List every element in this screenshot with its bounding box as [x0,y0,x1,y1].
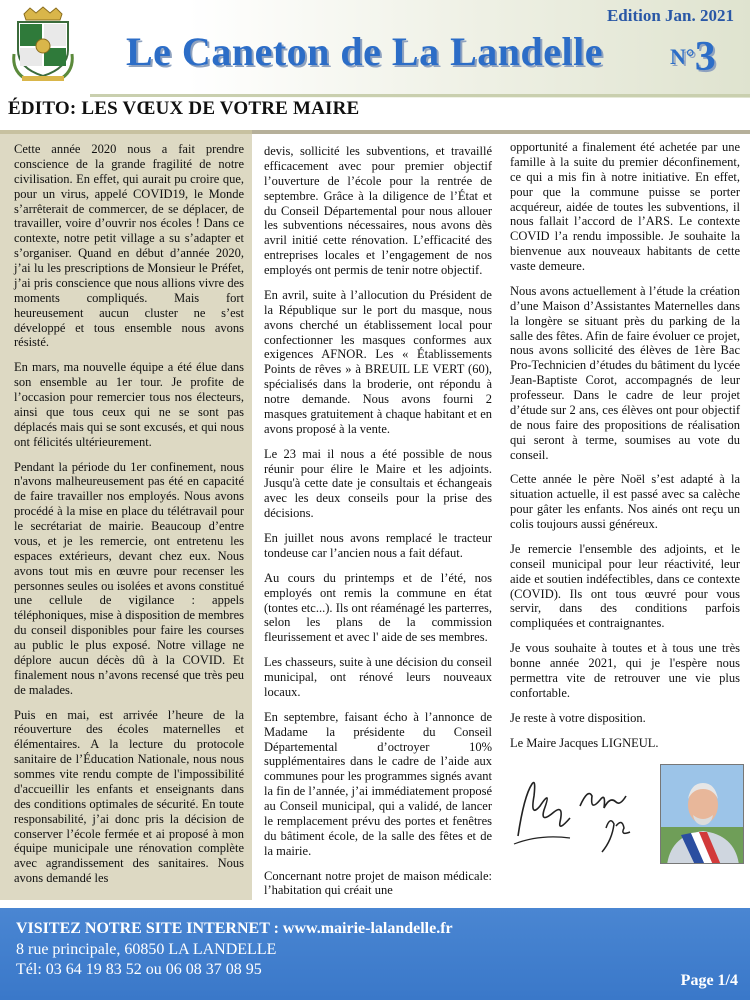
mayor-signature-line: Le Maire Jacques LIGNEUL. [510,735,659,750]
header-divider [90,94,750,97]
handwritten-signature-icon [510,766,646,862]
website-link[interactable]: VISITEZ NOTRE SITE INTERNET : www.mairie-lalandelle.fr [16,920,453,937]
paragraph: Cette année le père Noël s’est adapté à la situation actuelle, il est passé avec sa calèche pour gâter les enfants. Nos ainés ont reçu un colis toujours aussi généreux. [510,472,740,531]
paragraph: En mars, ma nouvelle équipe a été élue dans son ensemble au 1er tour. Je profite de l’occasion pour remercier tous nos électeurs, ainsi que tous ceux qui ne se sont pas déplacés mais qui se sont excusés, et qui nous ont félicités ultérieurement. [14,360,244,449]
paragraph: Cette année 2020 nous a fait prendre conscience de la grande fragilité de notre civilisation. En effet, qui aurait pu croire que, pour un virus, appelé COVID19, le Monde s’arrêterait de commercer, de se déplacer, de travailler, voire d’ouvrir nos écoles ! Dans ce contexte, notre petit village a su s’adapter et s’organiser. Quand en début d’année 2020, j’ai lu les prescriptions de Monsieur le Préfet, j’ai pris conscience que nous allions vivre des moments compliqués. Mais fort heureusement aucun cluster ne s’est développé et tous ensemble nous avons résisté. [14,142,244,350]
town-crest-icon [10,4,76,82]
paragraph: Pendant la période du 1er confinement, nous n'avons malheureusement pas été en capacité de faire travailler nos employés. Nous avons procédé à la mise en place du télétravail pour le secrétariat de mairie. Beaucoup d’entre vous, et je les remercie, ont entretenu les espaces extérieurs, devant chez eux. Nous avons tout mis en œuvre pour recenser les personnes seules ou isolées et avons constitué une cellule de vigilance : appels téléphoniques, mise à disposition de membres du conseil disponibles pour faire les courses au public le plus exposé. Notre village ne déplore aucun décès dû à la COVID. Et finalement nous n’avons recensé que très peu de malades. [14,459,244,697]
article-column-2 [252,130,500,900]
mayor-photo [660,764,744,864]
phone-numbers: Tél: 03 64 19 83 52 ou 06 08 37 08 95 [16,961,262,978]
issue-digit: 3 [694,34,716,80]
paragraph: devis, sollicité les subventions, et travaillé efficacement avec pour premier objectif l’ouverture de l’école pour la rentrée de septembre. Grâce à la diligence de l’État et du Conseil Départemental pour nous allouer les subventions nécessaires, nous avons dès avril initié cette rénovation. L’efficacité des entreprises locales et l’engagement de nos employés ont permis de tenir notre objectif. [264,144,492,277]
article-column-1 [0,130,252,900]
paragraph: Les chasseurs, suite à une décision du conseil municipal, ont rénové leurs nouveaux locaux. [264,655,492,699]
edition-label: Edition Jan. 2021 [606,6,734,25]
paragraph: Le 23 mai il nous a été possible de nous réunir pour élire le Maire et les adjoints. Jusqu'à cette date je consultais et échangeais avec les deux conseils pour la prise des décisions. [264,446,492,521]
paragraph: Nous avons actuellement à l’étude la création d’une Maison d’Assistantes Maternelles dans la longère se situant près du parking de la salle des fêtes. Afin de faire évoluer ce projet, nous avons sollicité des élèves de 1ère Bac Pro-Technicien d’études du bâtiment du lycée Jean-Baptiste Corot, accompagnés de leur professeur. Dans le cadre de leur projet d’étude sur 2 ans, ces élèves ont pour objectif de nous faire des propositions de réalisation qui seront à terme, soumises au vote du conseil. [510,283,740,462]
signature-block [510,764,740,864]
issue-number [670,33,716,81]
paragraph: Au cours du printemps et de l’été, nos employés ont remis la commune en état (tontes etc...). Ils ont réaménagé les parterres, selon les plans de la commission fleurissement et avec l' aide de ses membres. [264,570,492,645]
paragraph: Je remercie l'ensemble des adjoints, et le conseil municipal pour leur réactivité, leur aide et soutien indéfectibles, dans ce contexte (COVID). Ils ont tous œuvré pour vous servir, dans des conditions parfois compliquées et contraignantes. [510,541,740,631]
page-indicator: Page 1/4 [680,972,738,989]
paragraph: Je vous souhaite à toutes et à tous une très bonne année 2021, qui je l'espère nous permettra vite de retrouver une vie plus confortable. [510,641,740,700]
paragraph: En avril, suite à l’allocution du Président de la République sur le port du masque, nous avons cherché un établissement local pour confectionner les masques conformes aux exigences AFNOR. Les « Établissements Points de rêves » à BREUIL LE VERT (60), spécialisés dans la broderie, ont répondu à notre demande. Nous avons fourni 2 masques gratuitement à chaque habitant et en avons proposé à la vente. [264,287,492,436]
masthead-title: Le Caneton de La Landelle [126,29,603,74]
paragraph: Puis en mai, est arrivée l’heure de la réouverture des écoles maternelles et élémentaires. A la lecture du protocole sanitaire de l’Éducation Nationale, nous nous sommes vite rendu compte de l'impossibilité d'accueillir les enfants et enseignants dans des conditions optimales de sécurité. En toute responsabilité, j’ai donc pris la décision de conserver l’école fermée et ai proposé à mon équipe municipale une rénovation complète avec agrandissement des sanitaires. Nous avons demandé les [14,707,244,886]
mayor-portrait-icon [661,765,744,864]
issue-prefix: N° [670,44,695,69]
paragraph: Je reste à votre disposition. [510,710,646,725]
paragraph: Concernant notre projet de maison médicale: l’habitation qui créait une [264,868,492,898]
paragraph: En septembre, faisant écho à l’annonce de Madame la présidente du Conseil Départemental d’octroyer 10% supplémentaires dans le cadre de l’aide aux communes pour les programmes signés avant la fin de l’année, j’ai immédiatement proposé au Conseil municipal, qui a validé, de lancer le remplacement prévu des portes et fenêtres du bâtiment école, de la salle des fêtes et de la mairie. [264,709,492,858]
article-column-3 [500,130,750,900]
edito-title: ÉDITO: LES VŒUX DE VOTRE MAIRE [8,98,360,119]
paragraph: opportunité a finalement été achetée par une famille à la suite du premier déconfinement, ce qui a mis fin à notre initiative. En effet, pour que la commune puisse se porter acquéreur, aidée de toutes les subventions, il nous fallait l’accord de l’ARS. Le contexte COVID l’a rendu impossible. Je souhaite la bienvenue aux nouveaux habitants de cette vaste demeure. [510,140,740,273]
header [0,0,750,98]
address: 8 rue principale, 60850 LA LANDELLE [16,941,277,958]
paragraph: En juillet nous avons remplacé le tracteur tondeuse car l’ancien nous a fait défaut. [264,531,492,560]
footer [0,908,750,1000]
